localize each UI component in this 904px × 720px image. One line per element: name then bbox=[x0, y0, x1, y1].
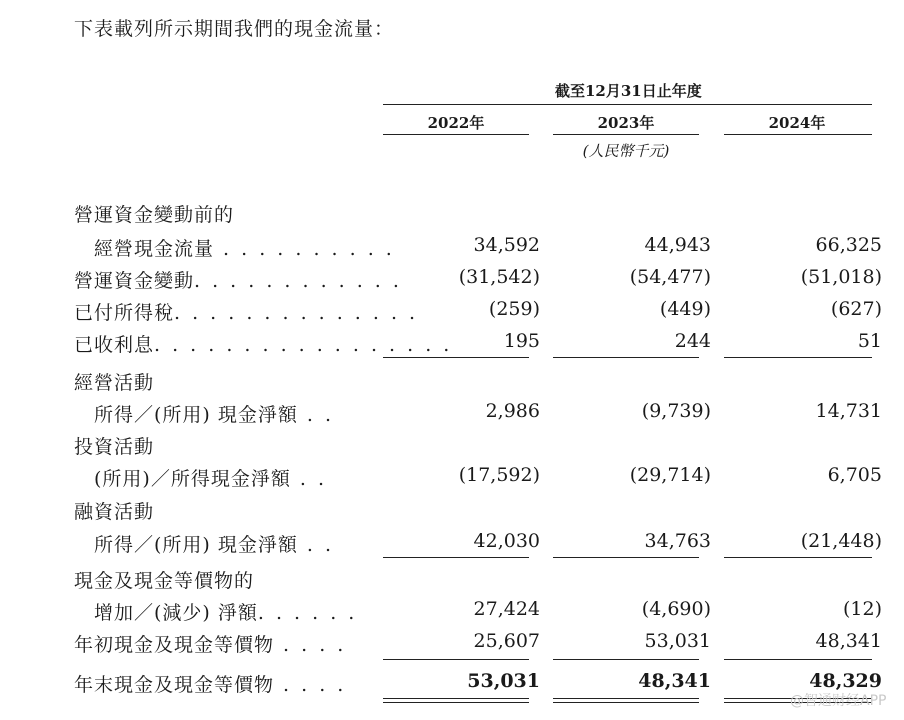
cell-2022: 195 bbox=[503, 330, 540, 352]
row-label: 所得／(所用) 現金淨額 . . bbox=[94, 534, 335, 556]
leader-dots: . . . . bbox=[274, 634, 347, 656]
leader-dots: . . bbox=[290, 468, 327, 490]
leader-dots: . . bbox=[297, 404, 335, 426]
cell-2024: 51 bbox=[857, 330, 882, 352]
row-label: 年初現金及現金等價物 . . . . bbox=[74, 634, 347, 656]
row-label: 經營現金流量 . . . . . . . . . . bbox=[94, 238, 395, 260]
row-label: 現金及現金等價物的 bbox=[74, 570, 255, 592]
cell-2023: (449) bbox=[659, 298, 711, 320]
leader-dots: . . . . . . . . . . . . bbox=[194, 270, 402, 292]
subtotal-rule bbox=[383, 357, 529, 358]
subtotal-rule bbox=[724, 557, 872, 558]
cell-2023: (9,739) bbox=[641, 400, 711, 422]
row-label: 所得／(所用) 現金淨額 . . bbox=[94, 404, 335, 426]
year-rule-2023 bbox=[553, 134, 699, 135]
subtotal-rule bbox=[553, 357, 699, 358]
leader-dots: . . . . bbox=[274, 674, 347, 696]
total-double-rule bbox=[383, 698, 529, 699]
cell-2023: 34,763 bbox=[644, 530, 711, 552]
total-double-rule bbox=[553, 698, 699, 699]
row-label: 經營活動 bbox=[74, 372, 155, 394]
cell-2023: 244 bbox=[674, 330, 711, 352]
cell-2024: 6,705 bbox=[827, 464, 882, 486]
unit-label: (人民幣千元) bbox=[582, 142, 670, 160]
cell-2023: 44,943 bbox=[644, 234, 711, 256]
row-label: 投資活動 bbox=[74, 436, 155, 458]
leader-dots: . . . . . . . . . . bbox=[214, 238, 395, 260]
subtotal-rule bbox=[724, 357, 872, 358]
header-top-rule bbox=[383, 104, 872, 105]
cell-2024: (51,018) bbox=[800, 266, 882, 288]
row-label: 營運資金變動. . . . . . . . . . . . bbox=[74, 270, 402, 292]
year-rule-2022 bbox=[383, 134, 529, 135]
total-double-rule bbox=[383, 702, 529, 703]
cell-2023: (54,477) bbox=[629, 266, 711, 288]
watermark: @智通财经APP bbox=[790, 693, 887, 709]
year-2024-header: 2024年 bbox=[768, 114, 826, 132]
cell-2023: (4,690) bbox=[641, 598, 711, 620]
cell-2024: 14,731 bbox=[815, 400, 882, 422]
year-rule-2024 bbox=[724, 134, 872, 135]
cell-2023: 53,031 bbox=[644, 630, 711, 652]
cell-2022: 34,592 bbox=[473, 234, 540, 256]
cell-2022: (31,542) bbox=[458, 266, 540, 288]
row-label: 已付所得稅. . . . . . . . . . . . . . bbox=[74, 302, 419, 324]
cell-2022: 53,031 bbox=[467, 670, 540, 692]
row-label: 年末現金及現金等價物 . . . . bbox=[74, 674, 347, 696]
subtotal-rule bbox=[553, 659, 699, 660]
leader-dots: . . . . . . . . . . . . . . . . . bbox=[154, 334, 453, 356]
row-label: 營運資金變動前的 bbox=[74, 204, 235, 226]
cell-2022: 27,424 bbox=[473, 598, 540, 620]
intro-text: 下表載列所示期間我們的現金流量： bbox=[74, 18, 395, 40]
cell-2024: 48,329 bbox=[809, 670, 882, 692]
cell-2022: 25,607 bbox=[473, 630, 540, 652]
row-label: 融資活動 bbox=[74, 501, 155, 523]
subtotal-rule bbox=[724, 659, 872, 660]
row-label: (所用)／所得現金淨額 . . bbox=[94, 468, 327, 490]
row-label: 已收利息. . . . . . . . . . . . . . . . . bbox=[74, 334, 453, 356]
year-2022-header: 2022年 bbox=[427, 114, 485, 132]
period-header: 截至12月31日止年度 bbox=[555, 82, 702, 100]
cell-2022: 42,030 bbox=[473, 530, 540, 552]
leader-dots: . . . . . . . . . . . . . . bbox=[174, 302, 419, 324]
cell-2022: 2,986 bbox=[485, 400, 540, 422]
cell-2022: (17,592) bbox=[458, 464, 540, 486]
cell-2024: (12) bbox=[842, 598, 882, 620]
cell-2024: (21,448) bbox=[800, 530, 882, 552]
cell-2023: 48,341 bbox=[638, 670, 711, 692]
subtotal-rule bbox=[383, 557, 529, 558]
row-label: 增加／(減少) 淨額. . . . . . bbox=[94, 602, 358, 624]
cell-2023: (29,714) bbox=[629, 464, 711, 486]
leader-dots: . . . . . . bbox=[257, 602, 358, 624]
subtotal-rule bbox=[383, 659, 529, 660]
year-2023-header: 2023年 bbox=[597, 114, 655, 132]
cell-2024: 66,325 bbox=[815, 234, 882, 256]
cell-2024: (627) bbox=[830, 298, 882, 320]
cell-2022: (259) bbox=[488, 298, 540, 320]
total-double-rule bbox=[553, 702, 699, 703]
leader-dots: . . bbox=[297, 534, 335, 556]
cell-2024: 48,341 bbox=[815, 630, 882, 652]
subtotal-rule bbox=[553, 557, 699, 558]
